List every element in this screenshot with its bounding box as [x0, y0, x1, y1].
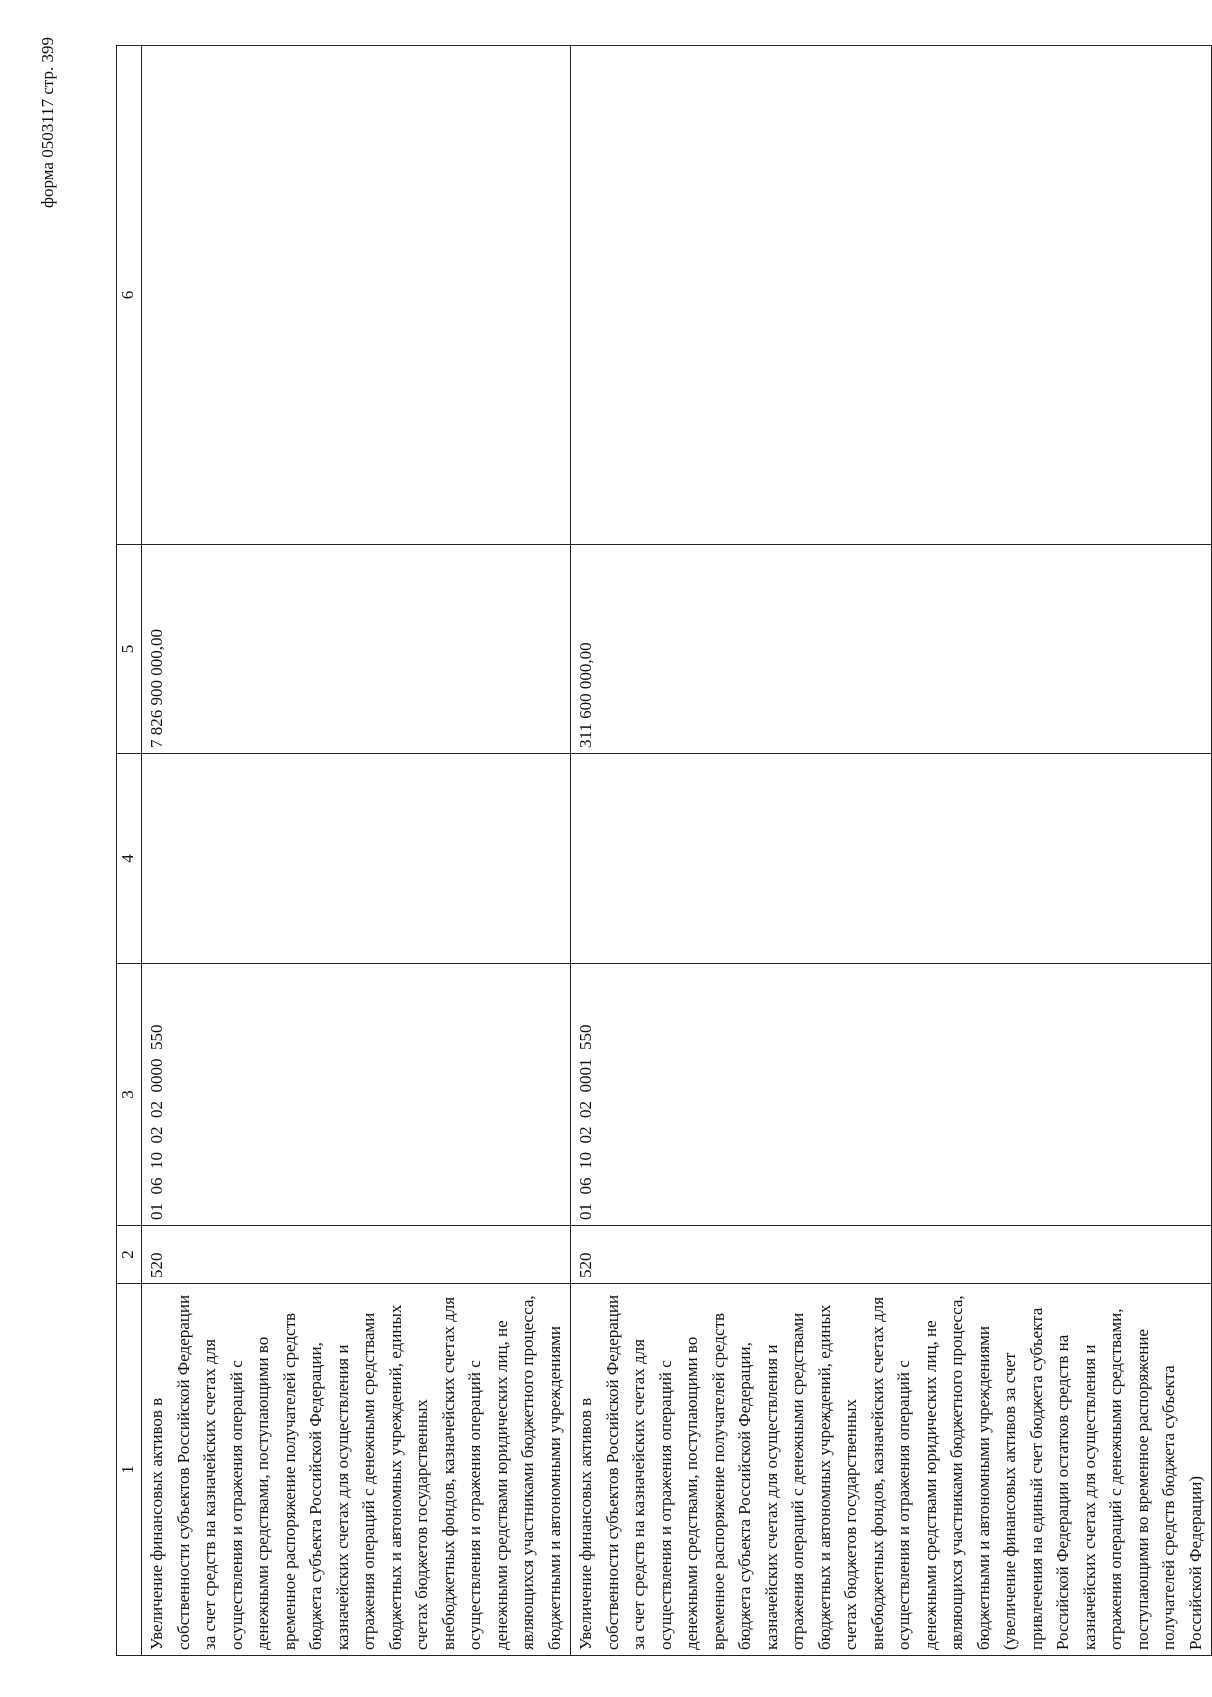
column-number: 5 [117, 545, 142, 754]
column-number: 2 [117, 1226, 142, 1284]
source-code: 01 06 10 02 02 0001 550 [571, 964, 1212, 1226]
report-table [116, 45, 1212, 1656]
table-row [571, 46, 1212, 1656]
form-reference: форма 0503117 стр. 399 [38, 37, 57, 208]
amount: 311 600 000,00 [571, 545, 1212, 754]
col6-value [142, 46, 571, 545]
row-name: Увеличение финансовых активов в собственности субъектов Российской Федерации за счет средств на казначейских счетах для осуществления и отражения операций с денежными средствами, поступающими во временное распоряжение получателей средств бюджета субъекта Российской Федерации, казначейских счетах для осуществления и отражения операций с денежными средствами бюджетных и автономных учреждений, единых счетах бюджетов государственных внебюджетных фондов, казначейских счетах для осуществления и отражения операций с денежными средствами юридических лиц, не являющихся участниками бюджетного процесса, бюджетными и автономными учреждениями (увеличение финансовых активов за счет привлечения на единый счет бюджета субъекта Российской Федерации остатков средств на казначейских счетах для осуществления и отражения операций с денежными средствами, поступающими во временное распоряжение получателей средств бюджета субъекта Российской Федерации) [571, 1284, 1212, 1656]
column-number: 1 [117, 1284, 142, 1656]
column-number: 3 [117, 964, 142, 1226]
table-row [142, 46, 571, 1656]
col4-value [142, 754, 571, 964]
column-number: 6 [117, 46, 142, 545]
line-code: 520 [142, 1226, 571, 1284]
col4-value [571, 754, 1212, 964]
amount: 7 826 900 000,00 [142, 545, 571, 754]
col6-value [571, 46, 1212, 545]
column-number-row [117, 46, 142, 1656]
column-number: 4 [117, 754, 142, 964]
line-code: 520 [571, 1226, 1212, 1284]
row-name: Увеличение финансовых активов в собственности субъектов Российской Федерации за счет средств на казначейских счетах для осуществления и отражения операций с денежными средствами, поступающими во временное распоряжение получателей средств бюджета субъекта Российской Федерации, казначейских счетах для осуществления и отражения операций с денежными средствами бюджетных и автономных учреждений, единых счетах бюджетов государственных внебюджетных фондов, казначейских счетах для осуществления и отражения операций с денежными средствами юридических лиц, не являющихся участниками бюджетного процесса, бюджетными и автономными учреждениями [142, 1284, 571, 1656]
source-code: 01 06 10 02 02 0000 550 [142, 964, 571, 1226]
